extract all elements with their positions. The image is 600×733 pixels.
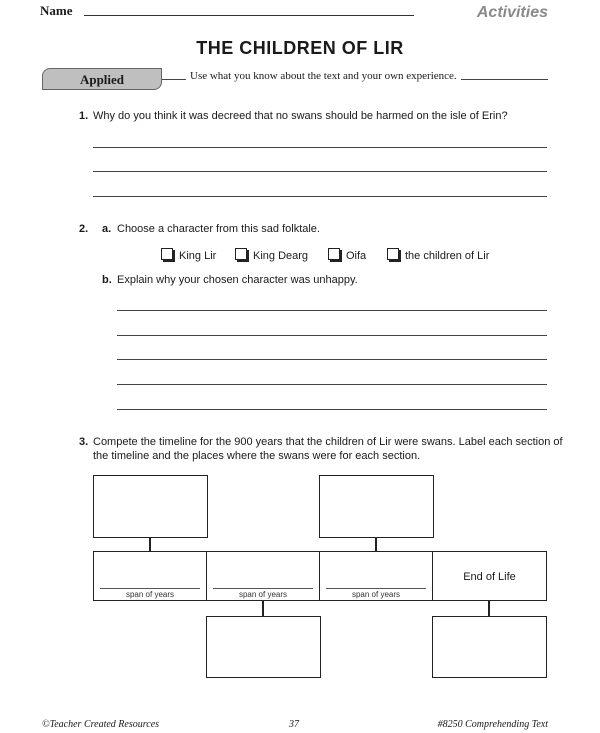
q2b-answer-line-3[interactable] bbox=[117, 359, 547, 360]
timeline-connector bbox=[149, 538, 151, 551]
checkbox[interactable] bbox=[387, 248, 399, 260]
checkbox[interactable] bbox=[161, 248, 173, 260]
option-king-lir[interactable] bbox=[161, 248, 216, 262]
checkbox[interactable] bbox=[235, 248, 247, 260]
option-oifa[interactable] bbox=[328, 248, 366, 262]
q1-number: 1. bbox=[79, 110, 89, 122]
option-children-of-lir[interactable] bbox=[387, 248, 489, 262]
timeline-lower-box-1[interactable] bbox=[206, 616, 321, 678]
option-label: Oifa bbox=[346, 250, 367, 262]
footer-publisher: ©Teacher Created Resources bbox=[42, 719, 160, 730]
span-label-1: span of years bbox=[125, 590, 175, 599]
timeline-upper-box-1[interactable] bbox=[93, 475, 208, 538]
q2b-answer-line-4[interactable] bbox=[117, 384, 547, 385]
q1-text: Why do you think it was decreed that no swans should be harmed on the isle of Erin? bbox=[93, 110, 508, 122]
span-input-line-1[interactable] bbox=[100, 588, 200, 589]
q2b-answer-line-2[interactable] bbox=[117, 335, 547, 336]
timeline-connector bbox=[262, 601, 264, 616]
banner-instruction: Use what you know about the text and your own experience. bbox=[186, 70, 461, 82]
q1-answer-line-2[interactable] bbox=[93, 171, 547, 172]
q2b-label: b. bbox=[102, 274, 112, 286]
timeline-connector bbox=[375, 538, 377, 551]
q2a-label: a. bbox=[102, 223, 112, 235]
span-input-line-3[interactable] bbox=[326, 588, 426, 589]
timeline-upper-box-2[interactable] bbox=[319, 475, 434, 538]
end-of-life-label: End of Life bbox=[463, 571, 516, 583]
checkbox[interactable] bbox=[328, 248, 340, 260]
applied-banner bbox=[42, 68, 548, 90]
page-title: THE CHILDREN OF LIR bbox=[196, 38, 404, 58]
q2b-answer-line-5[interactable] bbox=[117, 409, 547, 410]
q3-number: 3. bbox=[79, 436, 89, 448]
q2b-answer-line-1[interactable] bbox=[117, 310, 547, 311]
timeline-connector bbox=[488, 601, 490, 616]
q1-answer-line-3[interactable] bbox=[93, 196, 547, 197]
span-label-3: span of years bbox=[351, 590, 401, 599]
name-label: Name bbox=[40, 3, 73, 18]
timeline-lower-box-2[interactable] bbox=[432, 616, 547, 678]
section-label: Activities bbox=[476, 4, 548, 21]
option-label: the children of Lir bbox=[405, 250, 490, 262]
q2a-text: Choose a character from this sad folktale. bbox=[117, 223, 320, 235]
q2b-text: Explain why your chosen character was unhappy. bbox=[117, 274, 358, 286]
span-label-2: span of years bbox=[238, 590, 288, 599]
q1-answer-line-1[interactable] bbox=[93, 147, 547, 148]
q3-text-line-2: the timeline and the places where the swans were for each section. bbox=[93, 450, 421, 462]
option-king-dearg[interactable] bbox=[235, 248, 308, 262]
q3-text-line-1: Compete the timeline for the 900 years that the children of Lir were swans. Label each section of bbox=[93, 436, 563, 448]
applied-tag: Applied bbox=[42, 68, 162, 90]
q2-number: 2. bbox=[79, 223, 89, 235]
option-label: King Lir bbox=[179, 250, 217, 262]
option-label: King Dearg bbox=[253, 250, 309, 262]
span-input-line-2[interactable] bbox=[213, 588, 313, 589]
footer-page-number: 37 bbox=[289, 719, 299, 730]
name-input-line[interactable] bbox=[84, 15, 414, 16]
footer-product: #8250 Comprehending Text bbox=[437, 719, 548, 730]
